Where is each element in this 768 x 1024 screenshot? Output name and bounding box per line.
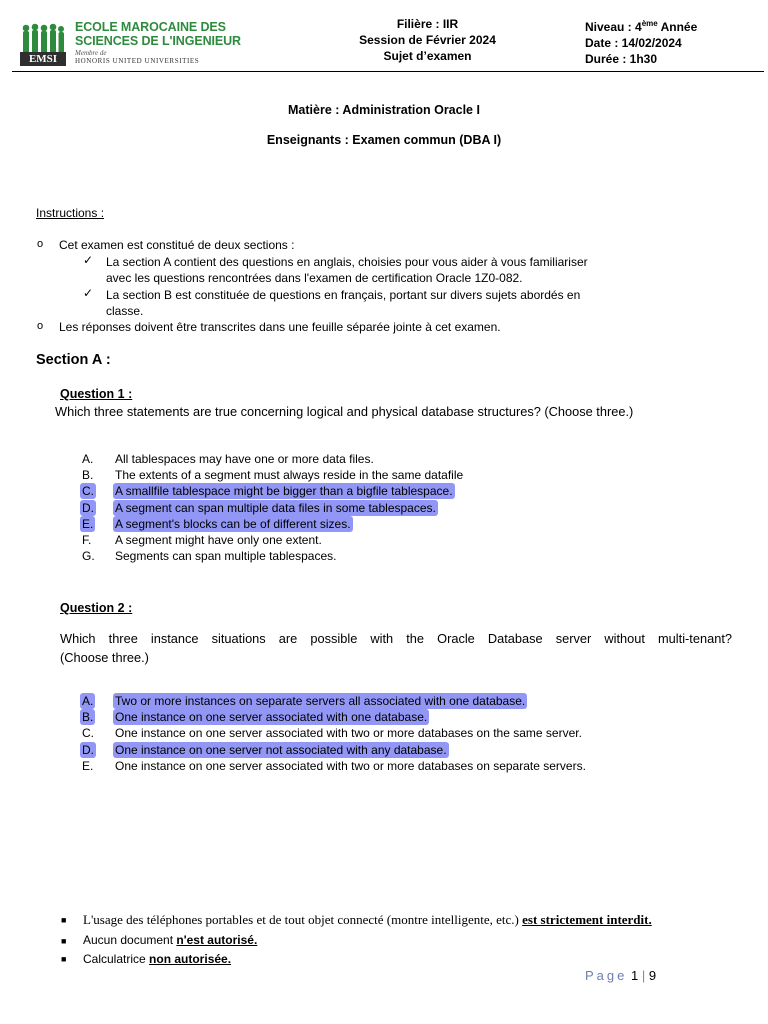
header-center-info	[340, 16, 515, 64]
option-text: Two or more instances on separate servers all associated with one database.	[115, 694, 526, 708]
logo-line-4: HONORIS UNITED UNIVERSITIES	[75, 57, 200, 65]
option-letter: D.	[82, 500, 94, 515]
option-text: A segment can span multiple data files in some tablespaces.	[115, 500, 436, 515]
header-divider	[12, 71, 764, 72]
subject-title: Matière : Administration Oracle I	[288, 103, 480, 117]
option-letter: A.	[82, 694, 94, 708]
logo-line-2: SCIENCES DE L'INGENIEUR	[75, 34, 241, 48]
instruction-item-2: Les réponses doivent être transcrites dans une feuille séparée jointe à cet examen.	[59, 320, 501, 334]
instructions-title: Instructions :	[36, 206, 105, 220]
option-letter: D.	[82, 742, 94, 757]
square-bullet-icon: ■	[61, 915, 67, 925]
section-a-title: Section A :	[36, 352, 111, 368]
question-2-text-line-1: Which three instance situations are possible with the Oracle Database server without multi-tenant?	[60, 631, 732, 646]
option-text: One instance on one server associated with one database.	[115, 710, 428, 725]
page-number: Page 1 | 9	[585, 968, 657, 983]
logo-line-1: ECOLE MAROCAINE DES	[75, 20, 226, 34]
option-text: The extents of a segment must always reside in the same datafile	[115, 468, 464, 483]
rule-2: Aucun document n'est autorisé.	[83, 933, 258, 947]
instruction-sub-1-line-1: La section A contient des questions en anglais, choisies pour vous aider à vous familiariser	[106, 255, 588, 269]
option-text: All tablespaces may have one or more data files.	[115, 452, 374, 466]
emsi-emblem: EMSI	[20, 52, 66, 66]
option-text: A segment's blocks can be of different sizes.	[115, 516, 351, 531]
rule-1: L'usage des téléphones portables et de tout objet connecté (montre intelligente, etc.) est strictement interdit.	[83, 912, 652, 927]
option-letter: A.	[82, 452, 94, 466]
session: Session de Février 2024	[359, 33, 496, 47]
option-letter: C.	[82, 484, 94, 499]
exam-duration: Durée : 1h30	[585, 52, 658, 66]
option-letter: E.	[82, 516, 94, 531]
option-letter: B.	[82, 468, 94, 483]
option-text: A smallfile tablespace might be bigger than a bigfile tablespace.	[115, 484, 453, 499]
niveau: Niveau : 4ème Année	[585, 19, 698, 34]
question-2-text-line-2: (Choose three.)	[60, 650, 149, 665]
teachers-title: Enseignants : Examen commun (DBA I)	[266, 133, 502, 147]
instruction-sub-2-line-1: La section B est constituée de questions en français, portant sur divers sujets abordés en	[106, 288, 581, 302]
exam-date: Date : 14/02/2024	[585, 36, 682, 50]
checkmark-icon: ✓	[83, 253, 94, 267]
option-letter: E.	[82, 758, 94, 773]
option-text: One instance on one server associated with two or more databases on separate servers.	[115, 758, 586, 773]
logo-line-3: Membre de	[75, 49, 107, 57]
option-letter: B.	[82, 710, 94, 725]
square-bullet-icon: ■	[61, 954, 67, 964]
option-letter: C.	[82, 726, 94, 741]
instruction-item-1: Cet examen est constitué de deux sections :	[59, 238, 295, 252]
option-letter: G.	[82, 549, 95, 564]
checkmark-icon: ✓	[83, 286, 94, 300]
option-text: Segments can span multiple tablespaces.	[115, 549, 337, 564]
option-text: One instance on one server associated with two or more databases on the same server.	[115, 726, 582, 741]
sujet: Sujet d’examen	[383, 49, 472, 63]
question-2-title: Question 2 :	[60, 601, 133, 615]
option-letter: F.	[82, 533, 92, 547]
circle-bullet-icon: o	[37, 320, 44, 332]
instruction-sub-2-line-2: classe.	[106, 304, 144, 318]
option-text: A segment might have only one extent.	[115, 533, 322, 547]
school-logo	[20, 18, 241, 68]
question-1-text: Which three statements are true concerning logical and physical database structures? (Choose three.)	[55, 404, 634, 419]
filiere: Filière : IIR	[396, 17, 459, 31]
question-1-title: Question 1 :	[60, 387, 133, 401]
header-right-info	[585, 16, 697, 67]
circle-bullet-icon: o	[37, 238, 44, 250]
option-text: One instance on one server not associated with any database.	[115, 742, 447, 757]
instruction-sub-1-line-2: avec les questions rencontrées dans l'examen de certification Oracle 1Z0-082.	[106, 271, 523, 285]
rule-3: Calculatrice non autorisée.	[83, 952, 232, 966]
square-bullet-icon: ■	[61, 936, 67, 946]
